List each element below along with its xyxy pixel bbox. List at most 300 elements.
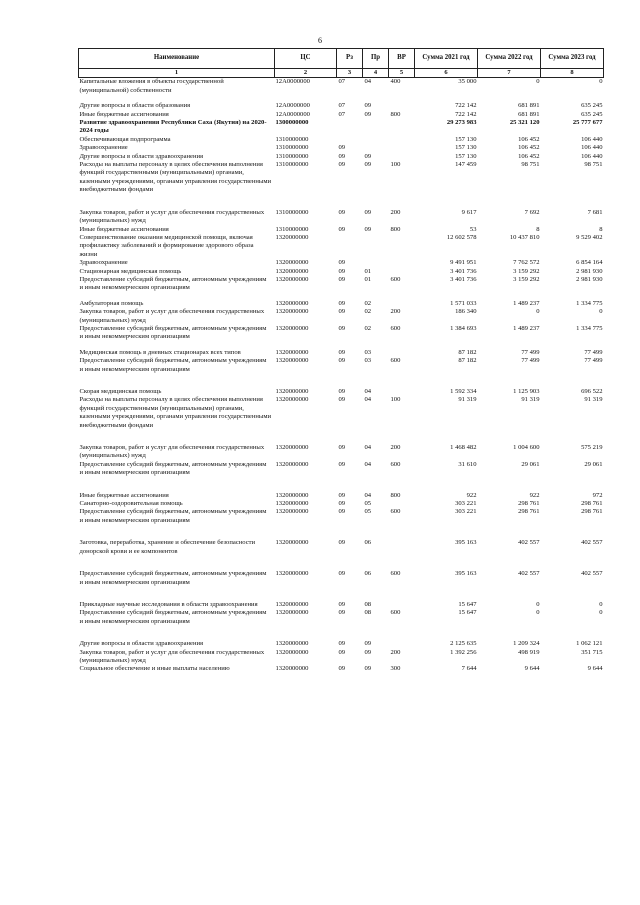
- row-sum-2023: 575 219: [581, 444, 603, 452]
- table-row: [79, 609, 604, 626]
- table-row: [79, 430, 604, 461]
- table-row: [79, 226, 604, 234]
- row-pr: 02: [364, 299, 372, 307]
- row-sum-2021: 9 617: [461, 208, 477, 216]
- row-pr: 09: [364, 161, 372, 169]
- table-row: [79, 556, 604, 587]
- row-sum-2021: 395 163: [455, 539, 477, 547]
- header-sum-2021: Сумма 2021 год: [415, 49, 478, 69]
- row-name: Иные бюджетные ассигнования: [79, 491, 169, 499]
- row-rz: 09: [338, 259, 346, 267]
- row-vr: [389, 587, 415, 609]
- row-pr: 05: [364, 500, 372, 508]
- row-sum-2021: 7 644: [461, 665, 477, 673]
- row-name: Прикладные научные исследования в области здравоохранения: [79, 600, 258, 608]
- col-number: 4: [363, 69, 389, 78]
- row-sum-2022: 8: [536, 225, 540, 233]
- row-pr: 02: [364, 308, 372, 316]
- row-rz: 09: [338, 152, 346, 160]
- row-cs-code: 1320000000: [275, 444, 309, 452]
- row-sum-2021: 303 221: [455, 500, 477, 508]
- row-vr: 600: [390, 357, 401, 365]
- table-row: [79, 626, 604, 648]
- row-name: Заготовка, переработка, хранение и обеспечение безопасности донорской крови и ее компонентов: [79, 539, 256, 555]
- row-sum-2022: 1 209 324: [513, 640, 540, 648]
- row-name: Капитальные вложения в объекты государственной (муниципальной) собственности: [79, 78, 224, 94]
- table-row: [79, 308, 604, 325]
- row-cs-code: 1320000000: [275, 570, 309, 578]
- row-pr: 09: [364, 152, 372, 160]
- row-pr: 09: [364, 665, 372, 673]
- row-name: Закупка товаров, работ и услуг для обеспечения государственных (муниципальных) нужд: [79, 208, 265, 225]
- row-sum-2023: 1 062 121: [576, 640, 603, 648]
- row-sum-2022: 77 499: [521, 348, 540, 356]
- row-name: Стационарная медицинская помощь: [79, 267, 182, 275]
- header-vr: ВР: [389, 49, 415, 69]
- row-pr: 04: [364, 444, 372, 452]
- row-name: Здравоохранение: [79, 259, 128, 267]
- row-pr: 03: [364, 348, 372, 356]
- row-rz: 09: [338, 267, 346, 275]
- row-vr: [389, 95, 415, 110]
- row-sum-2021: 15 647: [458, 609, 477, 617]
- row-pr: 01: [364, 275, 372, 283]
- row-rz: 09: [338, 539, 346, 547]
- row-name: Предоставление субсидий бюджетным, автономным учреждениям и иным некоммерческим организациям: [79, 609, 267, 625]
- row-rz: 09: [338, 208, 346, 216]
- row-rz: 07: [338, 110, 346, 118]
- row-pr: 06: [364, 570, 372, 578]
- row-rz: 09: [338, 570, 346, 578]
- row-rz: 09: [338, 640, 346, 648]
- row-sum-2021: 722 142: [455, 110, 477, 118]
- row-vr: [389, 119, 415, 136]
- row-sum-2023: 2 981 930: [576, 275, 603, 283]
- row-sum-2022: 498 919: [518, 648, 540, 656]
- row-sum-2022: 298 761: [518, 500, 540, 508]
- row-name: Закупка товаров, работ и услуг для обеспечения государственных (муниципальных) нужд: [79, 308, 265, 324]
- row-sum-2023: 9 529 402: [576, 233, 603, 241]
- row-sum-2022: 1 125 903: [513, 388, 540, 395]
- row-sum-2021: 1 468 482: [450, 444, 477, 452]
- row-pr: 09: [364, 648, 372, 656]
- budget-table: [78, 48, 604, 674]
- row-rz: 07: [338, 78, 346, 86]
- row-vr: 200: [390, 208, 401, 216]
- row-sum-2021: 395 163: [455, 570, 477, 578]
- row-sum-2021: 1 392 256: [450, 648, 477, 656]
- row-vr: [389, 136, 415, 144]
- row-sum-2021: 9 491 951: [450, 259, 477, 267]
- row-sum-2021: 1 571 033: [450, 299, 477, 307]
- row-rz: 09: [338, 491, 346, 499]
- row-cs-code: 1320000000: [275, 600, 309, 608]
- row-name: Предоставление субсидий бюджетным, автономным учреждениям и иным некоммерческим организациям: [79, 570, 267, 586]
- row-pr: 01: [364, 267, 372, 275]
- col-number: 6: [415, 69, 478, 78]
- row-cs-code: 1310000000: [275, 208, 309, 216]
- row-vr: 600: [390, 508, 401, 516]
- row-sum-2022: 29 061: [521, 460, 540, 468]
- row-cs-code: 1320000000: [275, 348, 309, 356]
- row-rz: 09: [338, 299, 346, 307]
- row-vr: [389, 500, 415, 508]
- row-sum-2022: 402 557: [518, 570, 540, 578]
- table-row: [79, 649, 604, 666]
- table-row: [79, 374, 604, 396]
- row-pr: 02: [364, 324, 372, 332]
- table-row: [79, 525, 604, 556]
- row-rz: 09: [338, 609, 346, 617]
- row-cs-code: 1320000000: [275, 275, 309, 283]
- row-sum-2023: 98 751: [584, 161, 603, 169]
- row-sum-2022: 1 004 600: [513, 444, 540, 452]
- table-row: [79, 342, 604, 357]
- row-sum-2021: 303 221: [455, 508, 477, 516]
- row-pr: 04: [364, 491, 372, 499]
- row-name: Санаторно-оздоровительная помощь: [79, 500, 183, 508]
- row-sum-2023: 298 761: [581, 508, 603, 516]
- table-row: [79, 665, 604, 673]
- row-vr: 600: [390, 324, 401, 332]
- row-sum-2021: 147 459: [455, 161, 477, 169]
- row-vr: [389, 342, 415, 357]
- row-pr: 08: [364, 609, 372, 617]
- row-rz: 09: [338, 275, 346, 283]
- row-cs-code: 1320000000: [275, 609, 309, 617]
- row-name: Совершенствование оказания медицинской помощи, включая профилактику заболеваний и формирование здорового образа жизни: [79, 233, 254, 258]
- table-row: [79, 461, 604, 478]
- row-rz: 09: [338, 308, 346, 316]
- row-sum-2021: 35 000: [458, 78, 477, 86]
- row-name: Другие вопросы в области здравоохранения: [79, 152, 204, 160]
- row-name: Расходы на выплаты персоналу в целях обеспечения выполнения функций государственными (муниципальными) органами, казенными учреждениями, органами управления государственными внебюджетными фондами: [79, 161, 272, 194]
- row-vr: [389, 144, 415, 152]
- row-sum-2021: 157 130: [455, 152, 477, 160]
- row-rz: 09: [338, 600, 346, 608]
- table-row: [79, 357, 604, 374]
- row-pr: 09: [364, 225, 372, 233]
- row-sum-2021: 15 647: [458, 600, 477, 608]
- row-pr: 08: [364, 600, 372, 608]
- table-row: [79, 508, 604, 525]
- row-sum-2021: 3 401 736: [450, 267, 477, 275]
- row-vr: 800: [390, 491, 401, 499]
- row-sum-2022: 402 557: [518, 539, 540, 547]
- row-sum-2021: 922: [466, 491, 477, 499]
- page-number: 6: [318, 36, 322, 45]
- row-name: Другие вопросы в области здравоохранения: [79, 640, 204, 648]
- table-row: [79, 136, 604, 144]
- row-sum-2022: 0: [536, 308, 540, 316]
- row-pr: 09: [364, 110, 372, 118]
- row-cs-code: 12А0000000: [275, 78, 310, 86]
- row-rz: 09: [338, 444, 346, 452]
- row-sum-2023: 8: [599, 225, 603, 233]
- row-sum-2023: 106 440: [581, 144, 603, 152]
- row-vr: 800: [390, 225, 401, 233]
- row-sum-2023: 7 681: [587, 208, 603, 216]
- row-sum-2022: 91 319: [521, 396, 540, 404]
- header-number-row: [79, 69, 604, 78]
- row-cs-code: 1310000000: [275, 152, 309, 160]
- table-row: [79, 587, 604, 609]
- header-cs: ЦС: [275, 49, 337, 69]
- row-vr: 600: [390, 570, 401, 578]
- row-sum-2021: 722 142: [455, 102, 477, 110]
- row-cs-code: 1320000000: [275, 233, 309, 241]
- row-sum-2021: 31 610: [458, 460, 477, 468]
- row-sum-2023: 351 715: [581, 648, 603, 656]
- row-sum-2021: 53: [469, 225, 477, 233]
- table-row: [79, 161, 604, 195]
- row-sum-2021: 157 130: [455, 144, 477, 152]
- row-sum-2023: 1 334 775: [576, 324, 603, 332]
- row-name: Предоставление субсидий бюджетным, автономным учреждениям и иным некоммерческим организациям: [79, 275, 267, 292]
- table-row: [79, 478, 604, 500]
- row-name: Предоставление субсидий бюджетным, автономным учреждениям и иным некоммерческим организациям: [79, 460, 267, 477]
- row-rz: 09: [338, 348, 346, 356]
- row-cs-code: 1300000000: [275, 119, 309, 127]
- table-row: [79, 259, 604, 267]
- table-row: [79, 95, 604, 110]
- row-cs-code: 1320000000: [275, 357, 309, 365]
- row-sum-2023: 9 644: [587, 665, 603, 673]
- row-sum-2022: 106 452: [518, 144, 540, 152]
- row-cs-code: 12А0000000: [275, 110, 310, 118]
- table-row: [79, 396, 604, 430]
- row-rz: 09: [338, 460, 346, 468]
- row-name: Обеспечивающая подпрограмма: [79, 135, 171, 143]
- table-row: [79, 78, 604, 95]
- row-rz: 09: [338, 161, 346, 169]
- row-pr: [363, 136, 389, 144]
- row-rz: 09: [338, 388, 346, 395]
- row-sum-2022: 1 489 237: [513, 299, 540, 307]
- row-pr: 09: [364, 208, 372, 216]
- row-pr: [363, 234, 389, 259]
- row-sum-2023: 635 245: [581, 110, 603, 118]
- row-sum-2023: 972: [592, 491, 603, 499]
- row-vr: 100: [390, 396, 401, 404]
- row-rz: [337, 234, 363, 259]
- row-cs-code: 1320000000: [275, 508, 309, 516]
- row-sum-2023: 25 777 677: [572, 119, 603, 127]
- row-vr: 600: [390, 275, 401, 283]
- row-sum-2021: 91 319: [458, 396, 477, 404]
- row-sum-2023: 1 334 775: [576, 299, 603, 307]
- row-sum-2022: 922: [529, 491, 540, 499]
- table-row: [79, 276, 604, 293]
- row-sum-2021: 186 340: [455, 308, 477, 316]
- col-number: 2: [275, 69, 337, 78]
- row-sum-2023: 0: [599, 600, 603, 608]
- row-cs-code: 1320000000: [275, 491, 309, 499]
- row-vr: 100: [390, 161, 401, 169]
- row-cs-code: 1320000000: [275, 640, 309, 648]
- row-name: Скорая медицинская помощь: [79, 388, 162, 395]
- row-sum-2023: 696 522: [581, 388, 603, 395]
- row-cs-code: 1320000000: [275, 539, 309, 547]
- row-cs-code: 1310000000: [275, 161, 309, 169]
- row-sum-2022: 25 321 120: [509, 119, 540, 127]
- row-sum-2022: 0: [536, 600, 540, 608]
- table-row: [79, 144, 604, 152]
- row-vr: [389, 268, 415, 276]
- row-vr: 800: [390, 110, 401, 118]
- row-sum-2022: 9 644: [524, 665, 540, 673]
- header-pr: Пр: [363, 49, 389, 69]
- row-cs-code: 1320000000: [275, 267, 309, 275]
- row-vr: [389, 153, 415, 161]
- row-rz: 09: [338, 500, 346, 508]
- row-name: Расходы на выплаты персоналу в целях обеспечения выполнения функций государственными (муниципальными) органами, казенными учреждениями, органами управления государственными внебюджетными фондами: [79, 396, 272, 429]
- row-sum-2023: 77 499: [584, 357, 603, 365]
- row-sum-2021: 157 130: [455, 135, 477, 143]
- row-rz: 07: [338, 102, 346, 110]
- row-vr: 600: [390, 609, 401, 617]
- row-rz: [337, 136, 363, 144]
- row-sum-2021: 87 182: [458, 348, 477, 356]
- budget-table-container: [78, 48, 603, 674]
- row-sum-2022: 298 761: [518, 508, 540, 516]
- col-number: 1: [79, 69, 275, 78]
- row-vr: [389, 234, 415, 259]
- table-row: [79, 195, 604, 226]
- row-pr: 04: [364, 388, 372, 395]
- row-sum-2023: 77 499: [584, 348, 603, 356]
- row-sum-2023: 635 245: [581, 102, 603, 110]
- row-cs-code: 1320000000: [275, 648, 309, 656]
- row-cs-code: 1310000000: [275, 144, 309, 152]
- row-sum-2022: 1 489 237: [513, 324, 540, 332]
- row-pr: [363, 259, 389, 267]
- row-pr: 04: [364, 396, 372, 404]
- row-pr: 04: [364, 78, 372, 86]
- row-name: Амбулаторная помощь: [79, 299, 144, 307]
- row-pr: [363, 119, 389, 136]
- table-row: [79, 111, 604, 119]
- row-name: Предоставление субсидий бюджетным, автономным учреждениям и иным некоммерческим организациям: [79, 357, 267, 373]
- row-pr: 05: [364, 508, 372, 516]
- col-number: 5: [389, 69, 415, 78]
- row-name: Медицинская помощь в дневных стационарах всех типов: [79, 348, 241, 356]
- row-cs-code: 1320000000: [275, 388, 309, 395]
- row-pr: 04: [364, 460, 372, 468]
- row-sum-2022: 77 499: [521, 357, 540, 365]
- row-sum-2023: 402 557: [581, 539, 603, 547]
- row-cs-code: 1320000000: [275, 500, 309, 508]
- row-pr: 03: [364, 357, 372, 365]
- row-vr: [389, 525, 415, 556]
- row-name: Социальное обеспечение и иные выплаты населению: [79, 665, 230, 673]
- row-vr: 200: [390, 444, 401, 452]
- row-sum-2021: 2 125 635: [450, 640, 477, 648]
- row-vr: 400: [390, 78, 401, 86]
- row-sum-2023: 106 440: [581, 152, 603, 160]
- row-name: Предоставление субсидий бюджетным, автономным учреждениям и иным некоммерческим организациям: [79, 508, 267, 524]
- row-cs-code: 1320000000: [275, 665, 309, 673]
- row-sum-2021: 1 592 334: [450, 388, 477, 395]
- row-name: Другие вопросы в области образования: [79, 102, 191, 110]
- row-cs-code: 12А0000000: [275, 102, 310, 110]
- row-rz: 09: [338, 648, 346, 656]
- row-rz: 09: [338, 357, 346, 365]
- col-number: 3: [337, 69, 363, 78]
- table-row: [79, 234, 604, 259]
- row-name: Иные бюджетные ассигнования: [79, 225, 169, 233]
- row-sum-2022: 106 452: [518, 135, 540, 143]
- row-sum-2023: 2 981 930: [576, 267, 603, 275]
- row-sum-2022: 3 159 292: [513, 267, 540, 275]
- row-sum-2021: 1 384 693: [450, 324, 477, 332]
- row-name: Закупка товаров, работ и услуг для обеспечения государственных (муниципальных) нужд: [79, 648, 265, 664]
- row-sum-2022: 106 452: [518, 152, 540, 160]
- row-vr: [389, 626, 415, 648]
- row-sum-2023: 0: [599, 308, 603, 316]
- row-sum-2023: 29 061: [584, 460, 603, 468]
- table-row: [79, 119, 604, 136]
- table-row: [79, 325, 604, 342]
- row-sum-2021: 12 602 578: [446, 233, 477, 241]
- header-sum-2023: Сумма 2023 год: [541, 49, 604, 69]
- col-number: 7: [478, 69, 541, 78]
- row-vr: 300: [390, 665, 401, 673]
- row-rz: 09: [338, 396, 346, 404]
- row-sum-2021: 3 401 736: [450, 275, 477, 283]
- row-sum-2022: 10 437 810: [509, 233, 540, 241]
- row-sum-2022: 0: [536, 609, 540, 617]
- row-vr: [389, 293, 415, 308]
- row-sum-2022: 681 891: [518, 102, 540, 110]
- header-sum-2022: Сумма 2022 год: [478, 49, 541, 69]
- table-row: [79, 153, 604, 161]
- row-rz: 09: [338, 225, 346, 233]
- row-vr: [389, 374, 415, 396]
- row-vr: 600: [390, 460, 401, 468]
- row-rz: 09: [338, 144, 346, 152]
- row-cs-code: 1310000000: [275, 135, 309, 143]
- row-name: Иные бюджетные ассигнования: [79, 110, 169, 118]
- row-rz: 09: [338, 508, 346, 516]
- row-rz: [337, 119, 363, 136]
- table-body: [79, 78, 604, 674]
- row-sum-2022: 681 891: [518, 110, 540, 118]
- row-cs-code: 1320000000: [275, 396, 309, 404]
- row-rz: 09: [338, 665, 346, 673]
- row-cs-code: 1320000000: [275, 460, 309, 468]
- row-sum-2023: 402 557: [581, 570, 603, 578]
- row-vr: [389, 259, 415, 267]
- row-sum-2022: 7 692: [524, 208, 540, 216]
- row-sum-2023: 91 319: [584, 396, 603, 404]
- row-rz: 09: [338, 324, 346, 332]
- row-name: Предоставление субсидий бюджетным, автономным учреждениям и иным некоммерческим организациям: [79, 324, 267, 341]
- row-vr: 200: [390, 648, 401, 656]
- header-name: Наименование: [79, 49, 275, 69]
- row-sum-2023: 106 440: [581, 135, 603, 143]
- row-name: Развитие здравоохранения Республики Саха (Якутия) на 2020-2024 годы: [79, 119, 267, 135]
- row-sum-2023: 6 854 164: [576, 259, 603, 267]
- header-row: [79, 49, 604, 69]
- row-pr: 09: [364, 640, 372, 648]
- col-number: 8: [541, 69, 604, 78]
- row-vr: 200: [390, 308, 401, 316]
- table-row: [79, 500, 604, 508]
- row-pr: 09: [364, 102, 372, 110]
- row-cs-code: 1320000000: [275, 259, 309, 267]
- row-name: Здравоохранение: [79, 144, 128, 152]
